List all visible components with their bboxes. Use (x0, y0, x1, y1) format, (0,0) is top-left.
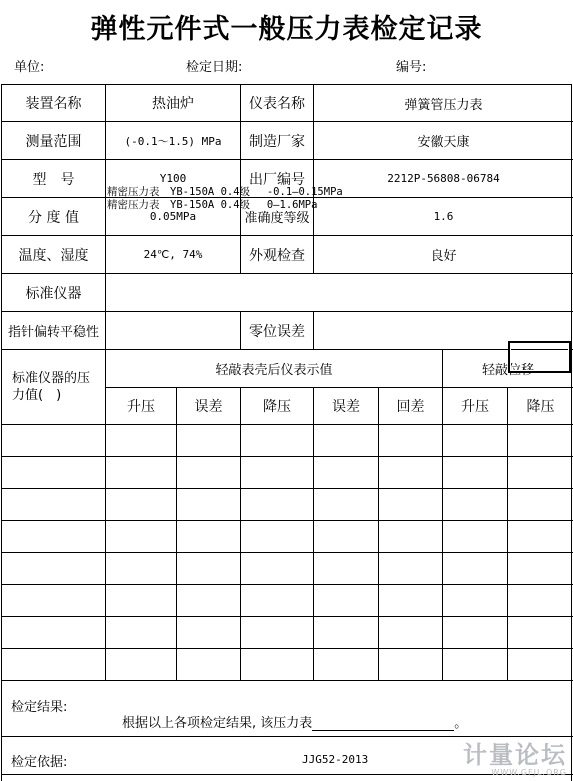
accuracy-class-value[interactable]: 1.6 (433, 210, 454, 223)
col-header-rising: 升压 (127, 399, 155, 415)
basis-label: 检定依据: (11, 755, 68, 770)
temperature-humidity-value[interactable]: 24℃, 74% (143, 248, 203, 261)
appearance-check-label: 外观检查 (249, 247, 305, 264)
row-divider (2, 520, 573, 521)
result-sentence-end: 。 (454, 716, 468, 731)
result-sentence (122, 712, 467, 731)
device-name-label: 装置名称 (25, 96, 82, 112)
standard-pressure-header: 标准仪器的压力值( ) (12, 371, 91, 403)
row-divider (2, 456, 573, 457)
col-header-tap-falling: 降压 (526, 399, 555, 415)
column-divider (176, 387, 177, 680)
pointer-stability-label: 指针偏转平稳性 (7, 325, 99, 340)
col-header-tap-rising: 升压 (461, 399, 489, 415)
watermark-sub: WWW.GFJL.ORG (491, 768, 567, 777)
column-divider (105, 273, 106, 311)
column-divider (378, 387, 379, 680)
manufacturer-value[interactable]: 安徽天康 (417, 135, 470, 150)
standard-instrument-line: 精密压力表 YB-150A 0.4级 -0.1—0.15MPa (107, 186, 343, 198)
instrument-name-label: 仪表名称 (249, 96, 305, 112)
standard-instrument-label: 标准仪器 (25, 285, 82, 302)
col-header-hysteresis: 回差 (396, 399, 425, 415)
factory-number-label: 出厂编号 (249, 171, 305, 188)
watermark (463, 742, 567, 777)
result-sentence-text: 根据以上各项检定结果, 该压力表 (122, 716, 313, 731)
manufacturer-label: 制造厂家 (249, 133, 305, 150)
standard-instrument-list (107, 186, 343, 212)
column-divider (313, 387, 314, 680)
col-header-error: 误差 (332, 399, 360, 415)
division-value-label: 分 度 值 (28, 209, 79, 226)
row-divider (2, 584, 573, 585)
tap-shift-group-header: 轻敲位移 (481, 363, 534, 378)
watermark-main: 计量论坛 (463, 741, 567, 769)
result-conclusion-blank[interactable] (312, 718, 454, 731)
pointer-stability-value[interactable] (106, 312, 240, 349)
verification-date-label: 检定日期: (186, 60, 243, 75)
document-title: 弹性元件式一般压力表检定记录 (90, 13, 483, 45)
col-header-falling: 降压 (263, 399, 291, 415)
model-label: 型 号 (32, 171, 75, 188)
row-divider (2, 680, 573, 681)
model-value[interactable]: Y100 (159, 172, 187, 185)
division-value[interactable]: 0.05MPa (149, 210, 197, 223)
serial-number-label: 编号: (396, 60, 427, 75)
accuracy-class-label: 准确度等级 (244, 211, 310, 226)
instrument-name-value[interactable]: 弹簧管压力表 (404, 97, 483, 113)
row-divider (2, 648, 573, 649)
result-label: 检定结果: (11, 700, 68, 715)
row-divider (2, 616, 573, 617)
standard-instrument-line: 精密压力表 YB-150A 0.4级 0—1.6MPa (107, 199, 318, 211)
row-divider (2, 424, 573, 425)
device-name-value[interactable]: 热油炉 (152, 96, 194, 112)
column-divider (240, 387, 241, 680)
unit-label: 单位: (14, 60, 45, 75)
measuring-range-value[interactable]: (-0.1～1.5) MPa (124, 134, 222, 148)
basis-value: JJG52-2013 (302, 753, 369, 766)
factory-number-value[interactable]: 2212P-56808-06784 (387, 172, 500, 185)
measuring-range-label: 测量范围 (25, 133, 82, 150)
temperature-humidity-label: 温度、湿度 (18, 247, 89, 264)
row-divider (2, 552, 573, 553)
row-divider (2, 736, 573, 737)
tap-reading-group-header: 轻敲表壳后仪表示值 (215, 363, 333, 378)
zero-error-label: 零位误差 (249, 323, 305, 340)
selected-cell[interactable] (508, 341, 571, 373)
appearance-check-value[interactable]: 良好 (430, 249, 457, 264)
column-divider (507, 387, 508, 680)
col-header-error: 误差 (194, 399, 223, 415)
row-divider (2, 488, 573, 489)
